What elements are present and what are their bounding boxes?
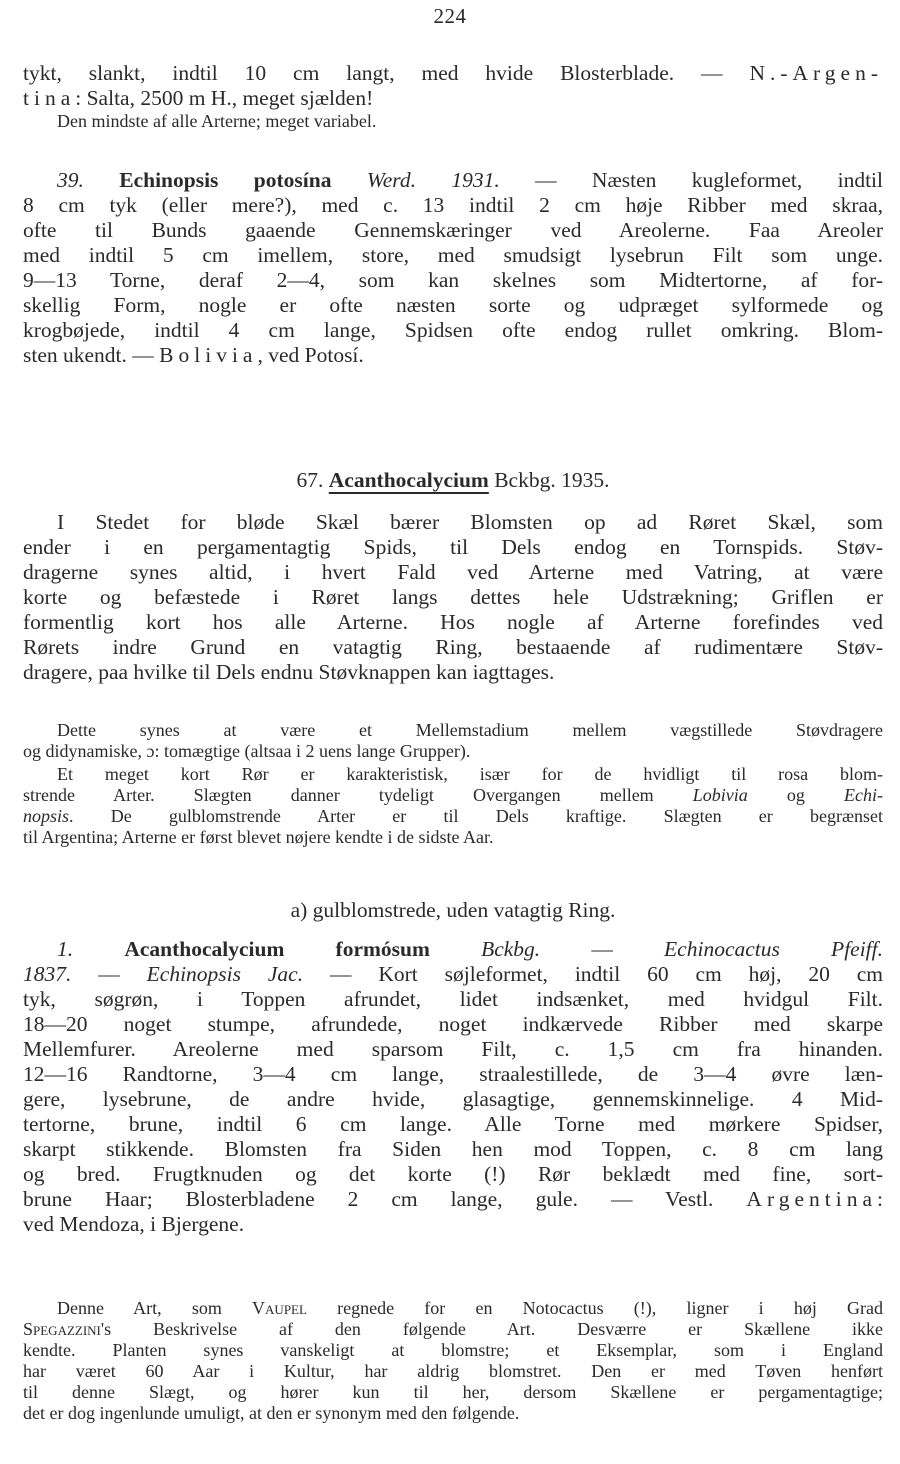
text-line: I Stedet for bløde Skæl bærer Blomsten op ad Røret Skæl, som bbox=[57, 510, 883, 534]
text-line bbox=[23, 1187, 883, 1212]
text-line: tertorne, brune, indtil 6 cm lange. Alle Torne med mørkere Spidser, bbox=[23, 1112, 883, 1136]
text: , ved Potosí. bbox=[257, 343, 364, 367]
subsection-title: a) gulblomstrede, uden vatagtig Ring. bbox=[290, 898, 616, 922]
text-line: ender i en pergamentagtig Spids, til Dels endog en Tornspids. Støv- bbox=[23, 535, 883, 559]
text-line: formentlig kort hos alle Arterne. Hos nogle af Arterne forefindes ved bbox=[23, 610, 883, 634]
note-line bbox=[23, 785, 883, 806]
species-author: Bckbg. bbox=[481, 937, 541, 961]
text-line: ofte til Bunds gaaende Gennemskæringer ved Areolerne. Faa Areoler bbox=[23, 218, 883, 242]
author-ref: Spegazzini bbox=[23, 1319, 101, 1339]
text-line: skarpt stikkende. Blomsten fra Siden hen mod Toppen, c. 8 cm lang bbox=[23, 1137, 883, 1161]
text-line bbox=[23, 61, 883, 86]
genus-ref: Echi- bbox=[844, 785, 884, 805]
species-number: 39. bbox=[57, 168, 84, 192]
text-line: ved Mendoza, i Bjergene. bbox=[23, 1212, 245, 1236]
subsection-heading bbox=[23, 898, 883, 923]
text-line: Rørets indre Grund en vatagtig Ring, bestaaende af rudimentære Støv- bbox=[23, 635, 883, 659]
text-line: korte og befæstede i Røret langs dettes hele Udstrækning; Griflen er bbox=[23, 585, 883, 609]
text: tykt, slankt, indtil 10 cm langt, med hvide Blosterblade. — bbox=[23, 61, 750, 85]
text-line bbox=[23, 86, 883, 111]
text: brune Haar; Blosterbladene 2 cm lange, gule. — Vestl. bbox=[23, 1187, 747, 1211]
text-line: og bred. Frugtknuden og det korte (!) Rør beklædt med fine, sort- bbox=[23, 1162, 883, 1186]
species-heading-line bbox=[23, 168, 883, 193]
species-author: Werd. 1931. bbox=[366, 168, 500, 192]
species-name: Acanthocalycium formósum bbox=[124, 937, 430, 961]
genus-note-1 bbox=[23, 720, 883, 762]
text-line: dragerne synes altid, i hvert Fald ved Arterne med Vatring, at være bbox=[23, 560, 883, 584]
text: — bbox=[71, 962, 147, 986]
synonym: Echinocactus Pfeiff. bbox=[664, 937, 884, 961]
text: : bbox=[877, 1187, 883, 1211]
species-1-note bbox=[23, 1298, 883, 1424]
text: . De gulblomstrende Arter er til Dels kraftige. Slægten er begrænset bbox=[69, 806, 883, 826]
note-line: Dette synes at være et Mellemstadium mellem vægstillede Støvdragere bbox=[57, 720, 883, 740]
genus-note-2 bbox=[23, 764, 883, 848]
note-line bbox=[23, 1319, 883, 1340]
note-line: og didynamiske, ɔ: tomægtige (altsaa i 2 uens lange Grupper). bbox=[23, 741, 471, 761]
genus-author: Bckbg. 1935. bbox=[494, 468, 610, 492]
text: Denne Art, som bbox=[57, 1298, 253, 1318]
text: sten ukendt. — bbox=[23, 343, 160, 367]
text: og bbox=[747, 785, 845, 805]
text: — Kort søjleformet, indtil 60 cm høj, 20 cm bbox=[303, 962, 883, 986]
text-line: med indtil 5 cm imellem, store, med smudsigt lysebrun Filt som unge. bbox=[23, 243, 883, 267]
species-name: Echinopsis potosína bbox=[119, 168, 332, 192]
note-line: har været 60 Aar i Kultur, har aldrig blomstret. Den er med Tøven henført bbox=[23, 1361, 883, 1381]
note-line bbox=[23, 1298, 883, 1319]
genus-heading bbox=[23, 468, 883, 493]
genus-number: 67. bbox=[296, 468, 324, 492]
species-heading-line bbox=[23, 937, 883, 962]
page-number: 224 bbox=[433, 4, 467, 28]
text-line: tyk, søgrøn, i Toppen afrundet, lidet indsænket, med hvidgul Filt. bbox=[23, 987, 883, 1011]
genus-ref: nopsis bbox=[23, 806, 70, 826]
text-line: dragere, paa hvilke til Dels endnu Støvknappen kan iagttages. bbox=[23, 660, 555, 684]
text: — bbox=[540, 937, 665, 961]
text-line: krogbøjede, indtil 4 cm lange, Spidsen ofte endog rullet omkring. Blom- bbox=[23, 318, 883, 342]
text-line: gere, lysebrune, de andre hvide, glasagtige, gennemskinnelige. 4 Mid- bbox=[23, 1087, 883, 1111]
genus-description bbox=[23, 510, 883, 685]
species-39-entry bbox=[23, 168, 883, 368]
synonym-year: 1837. bbox=[23, 962, 72, 986]
prev-entry bbox=[23, 61, 883, 111]
text-line: 9—13 Torne, deraf 2—4, som kan skelnes som Midtertorne, af for- bbox=[23, 268, 883, 292]
text-line bbox=[23, 343, 883, 368]
note-line: kendte. Planten synes vanskeligt at blomstre; et Eksemplar, som i England bbox=[23, 1340, 883, 1360]
note-line: det er dog ingenlunde umuligt, at den er synonym med den følgende. bbox=[23, 1403, 520, 1423]
genus-title bbox=[23, 468, 883, 493]
note-line: til denne Slægt, og hører kun til her, dersom Skællene er pergamentagtige; bbox=[23, 1382, 883, 1402]
text-line: 12—16 Randtorne, 3—4 cm lange, straalestillede, de 3—4 øvre læn- bbox=[23, 1062, 883, 1086]
species-number: 1. bbox=[57, 937, 74, 961]
note-line: Den mindste af alle Arterne; meget variabel. bbox=[57, 111, 377, 131]
genus-ref: Lobivia bbox=[692, 785, 748, 805]
note-line bbox=[23, 806, 883, 827]
genus-name: Acanthocalycium bbox=[328, 468, 489, 492]
text-line bbox=[23, 962, 883, 987]
note-line: Et meget kort Rør er karakteristisk, især for de hvidligt til rosa blom- bbox=[57, 764, 883, 784]
text-line: 18—20 noget stumpe, afrundede, noget indkærvede Ribber med skarpe bbox=[23, 1012, 883, 1036]
synonym: Echinopsis Jac. bbox=[146, 962, 304, 986]
locality: N.-Argen- bbox=[749, 61, 883, 85]
text: 's Beskrivelse af den følgende Art. Desværre er Skællene ikke bbox=[100, 1319, 883, 1339]
text-line: Mellemfurer. Areolerne med sparsom Filt, c. 1,5 cm fra hinanden. bbox=[23, 1037, 883, 1061]
prev-entry-note bbox=[23, 111, 883, 132]
author-ref: Vaupel bbox=[252, 1298, 307, 1318]
text: : Salta, 2500 m H., meget sjælden! bbox=[75, 86, 374, 110]
locality: Bolivia bbox=[159, 343, 258, 367]
locality: Argentina bbox=[746, 1187, 878, 1211]
text-line: skellig Form, nogle er ofte næsten sorte og udpræget sylformede og bbox=[23, 293, 883, 317]
note-line: til Argentina; Arterne er først blevet nøjere kendte i de sidste Aar. bbox=[23, 827, 494, 847]
locality: tina bbox=[23, 86, 76, 110]
text: regnede for en Notocactus (!), ligner i høj Grad bbox=[306, 1298, 883, 1318]
text: strende Arter. Slægten danner tydeligt Overgangen mellem bbox=[23, 785, 693, 805]
text-line: 8 cm tyk (eller mere?), med c. 13 indtil 2 cm høje Ribber med skraa, bbox=[23, 193, 883, 217]
species-1-entry bbox=[23, 937, 883, 1237]
text: — Næsten kugleformet, indtil bbox=[499, 168, 883, 192]
